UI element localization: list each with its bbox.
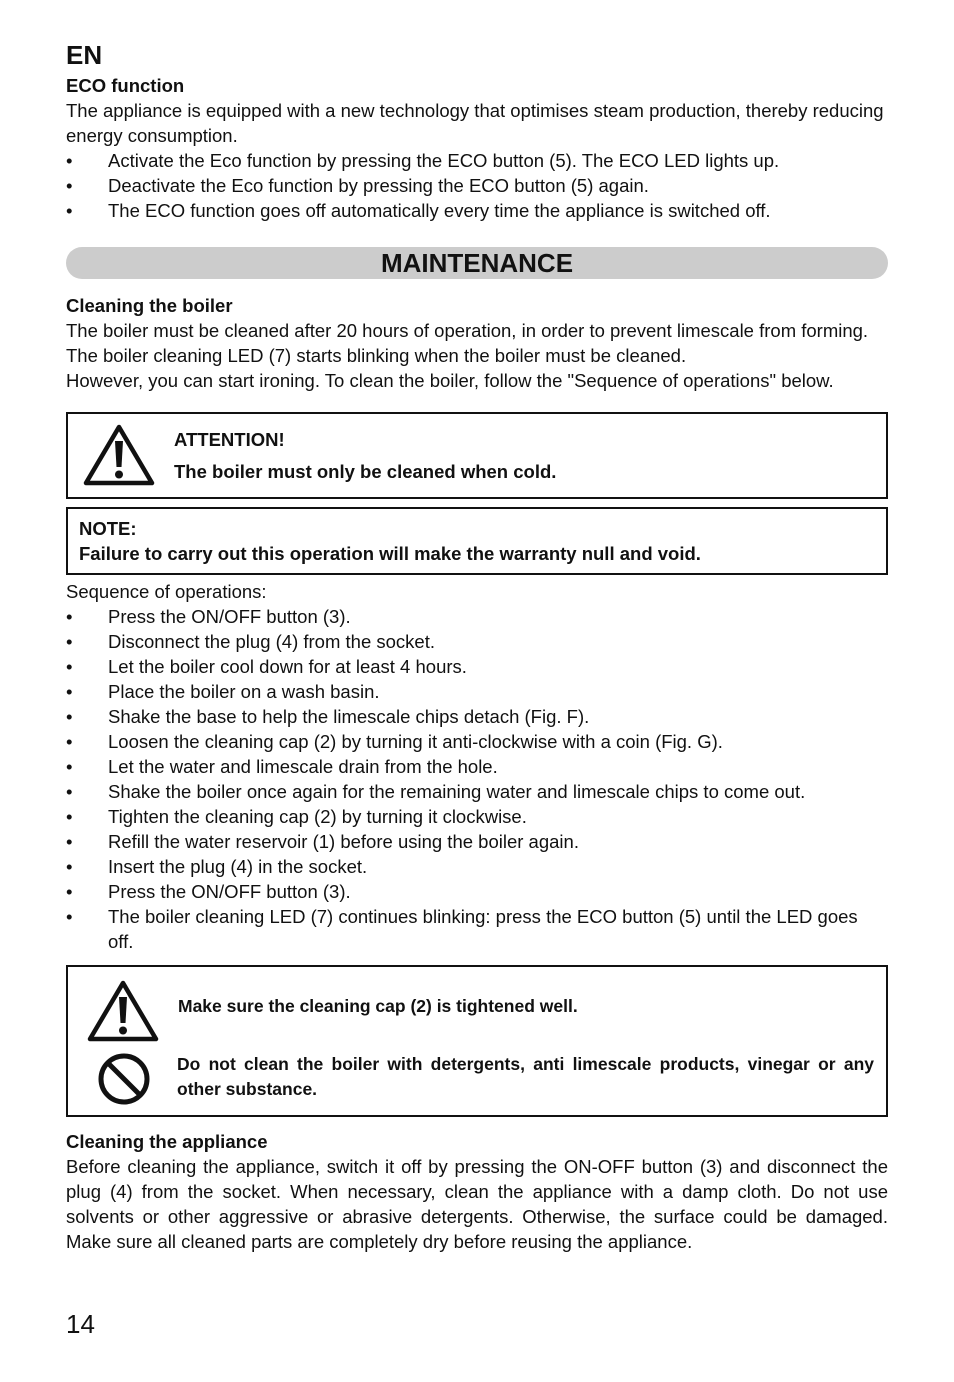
sequence-list [66,604,888,954]
list-item: • Press the ON/OFF button (3). [66,604,888,629]
list-item: • Activate the Eco function by pressing the ECO button (5). The ECO LED lights up. [66,148,888,173]
list-item: • The boiler cleaning LED (7) continues blinking: press the ECO button (5) until the LED goes off. [66,904,888,954]
warning-triangle-icon [82,423,156,493]
note-title: NOTE: [79,518,137,539]
attention-title: ATTENTION! [174,429,285,450]
list-item: • The ECO function goes off automatically every time the appliance is switched off. [66,198,888,223]
list-item: • Refill the water reservoir (1) before using the boiler again. [66,829,888,854]
list-item: • Tighten the cleaning cap (2) by turning it clockwise. [66,804,888,829]
manual-page [66,40,888,1254]
language-code: EN [66,40,103,70]
warning-triangle-icon [86,979,160,1049]
note-text: Failure to carry out this operation will make the warranty null and void. [79,543,701,564]
page-number: 14 [66,1309,95,1339]
list-item: • Disconnect the plug (4) from the socket. [66,629,888,654]
eco-list [66,148,888,223]
warning-box [66,965,888,1117]
section-banner-maintenance: MAINTENANCE [66,247,888,279]
boiler-heading: Cleaning the boiler [66,295,233,316]
warning-line-2: Do not clean the boiler with detergents, anti limescale products, vinegar or any other substance. [177,1054,874,1099]
list-item: • Shake the base to help the limescale chips detach (Fig. F). [66,704,888,729]
prohibited-icon [96,1051,152,1113]
boiler-paragraph: The boiler must be cleaned after 20 hours of operation, in order to prevent limescale from forming. [66,320,869,341]
list-item: • Insert the plug (4) in the socket. [66,854,888,879]
eco-heading: ECO function [66,75,185,96]
appliance-text: Before cleaning the appliance, switch it off by pressing the ON-OFF button (3) and disconnect the plug (4) from the socket. When necessary, clean the appliance with a damp cloth. Do not use solvents or other aggressive or abrasive detergents. Otherwise, the surface could be damaged. Make sure all cleaned parts are completely dry before reusing the appliance. [66,1156,888,1252]
sequence-intro: Sequence of operations: [66,581,267,602]
appliance-heading: Cleaning the appliance [66,1131,268,1152]
list-item: • Place the boiler on a wash basin. [66,679,888,704]
attention-box [66,412,888,499]
eco-intro: The appliance is equipped with a new technology that optimises steam production, thereby reducing energy consumption. [66,100,884,146]
list-item: • Loosen the cleaning cap (2) by turning it anti-clockwise with a coin (Fig. G). [66,729,888,754]
note-box [66,507,888,575]
list-item: • Press the ON/OFF button (3). [66,879,888,904]
attention-text: The boiler must only be cleaned when cold. [174,461,557,482]
list-item: • Let the boiler cool down for at least 4 hours. [66,654,888,679]
boiler-paragraph: However, you can start ironing. To clean the boiler, follow the "Sequence of operations" below. [66,370,834,391]
list-item: • Deactivate the Eco function by pressing the ECO button (5) again. [66,173,888,198]
boiler-paragraph: The boiler cleaning LED (7) starts blinking when the boiler must be cleaned. [66,345,687,366]
list-item: • Shake the boiler once again for the remaining water and limescale chips to come out. [66,779,888,804]
warning-line-1: Make sure the cleaning cap (2) is tightened well. [178,996,578,1016]
list-item: • Let the water and limescale drain from the hole. [66,754,888,779]
